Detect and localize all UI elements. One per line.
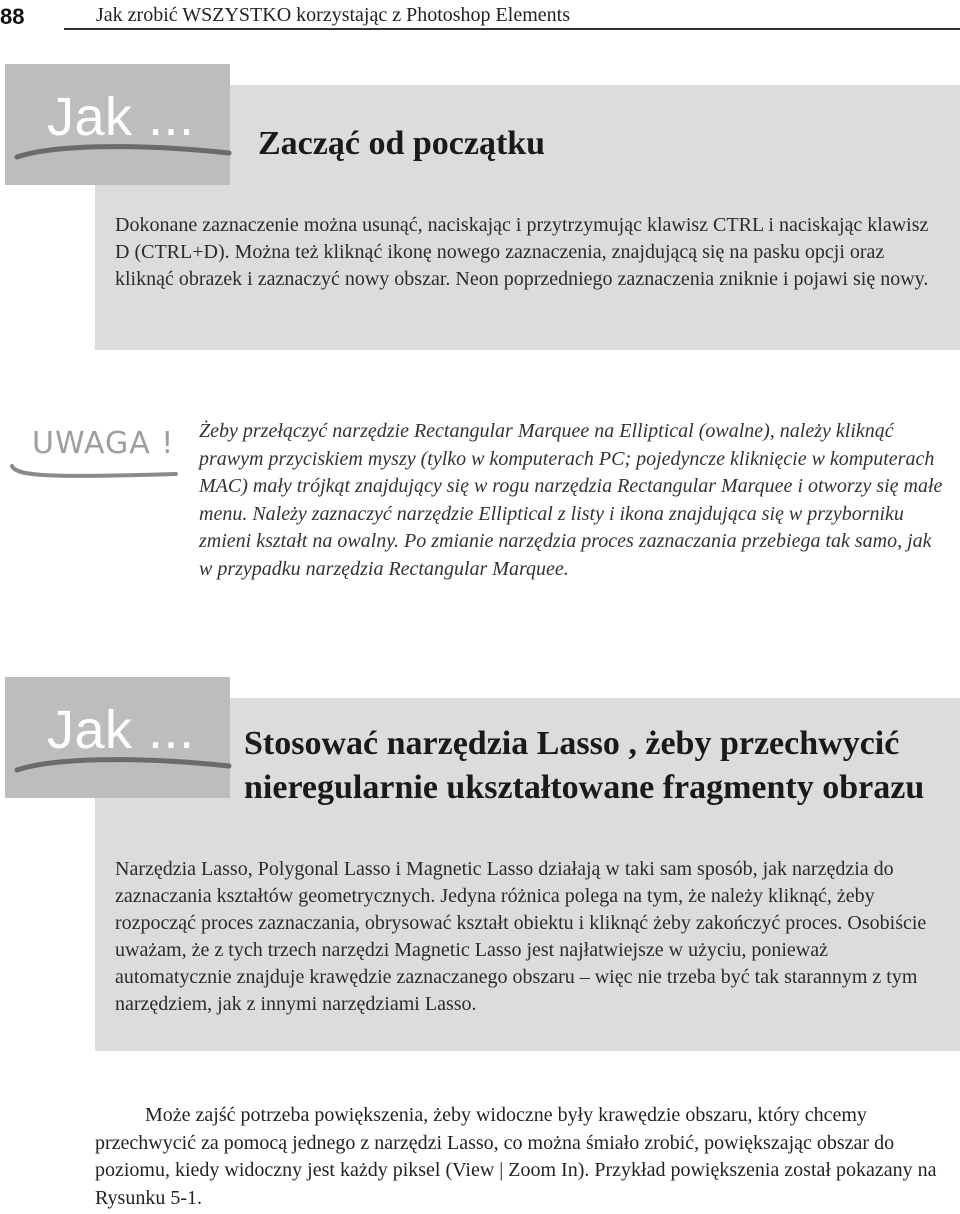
jak-tab (5, 64, 230, 185)
swoosh-icon (8, 460, 180, 482)
section-heading: Stosować narzędzia Lasso , żeby przechwycić nieregularnie ukształtowane fragmenty obrazu (244, 725, 925, 806)
running-title: Jak zrobić WSZYSTKO korzystając z Photoshop Elements (96, 4, 570, 26)
header-rule (64, 28, 960, 30)
jak-label: Jak ... (47, 700, 195, 760)
note-label-box (8, 422, 178, 484)
note-label: UWAGA ! (32, 426, 175, 461)
jak-label: Jak ... (47, 87, 195, 147)
page-number: 88 (0, 4, 25, 29)
swoosh-icon (13, 752, 233, 776)
note-text: Żeby przełączyć narzędzie Rectangular Marquee na Elliptical (owalne), należy kliknąć prawym przyciskiem myszy (tylko w komputerach PC; pojedyncze kliknięcie w komputerach MAC) mały trójkąt znajdujący się w rogu narzędzia Rectangular Marquee i otworzy się małe menu. Należy zaznaczyć narzędzie Elliptical z listy i ikona znajdująca się w przyborniku zmieni kształt na owalny. Po zmianie narzędzia proces zaznaczania przebiega tak samo, jak w przypadku narzędzia Rectangular Marquee. (199, 420, 943, 580)
section-body: Narzędzia Lasso, Polygonal Lasso i Magnetic Lasso działają w taki sam sposób, jak narzędzia do zaznaczania kształtów geometrycznych. Jedyna różnica polega na tym, że należy kliknąć, żeby rozpocząć proces zaznaczania, obrysować kształt obiektu i kliknąć żeby zakończyć proces. Osobiście uważam, że z tych trzech narzędzi Magnetic Lasso jest najłatwiejsze w użyciu, ponieważ automatycznie znajduje krawędzie zaznaczanego obszaru – więc nie trzeba być tak starannym z tym narzędziem, jak z innymi narzędziami Lasso. (115, 858, 927, 1015)
section-body: Dokonane zaznaczenie można usunąć, naciskając i przytrzymując klawisz CTRL i naciskając klawisz D (CTRL+D). Można też kliknąć ikonę nowego zaznaczenia, znajdującą się na pasku opcji oraz kliknąć obrazek i zaznaczyć nowy obszar. Neon poprzedniego zaznaczenia zniknie i pojawi się nowy. (115, 214, 929, 290)
swoosh-icon (13, 139, 233, 163)
jak-tab (5, 677, 230, 798)
body-paragraph: Może zajść potrzeba powiększenia, żeby widoczne były krawędzie obszaru, który chcemy przechwycić za pomocą jednego z narzędzi Lasso, co można śmiało zrobić, powiększając obszar do poziomu, kiedy widoczny jest każdy piksel (View | Zoom In). Przykład powiększenia został pokazany na Rysunku 5-1. (95, 1104, 937, 1209)
section-heading: Zacząć od początku (258, 125, 546, 162)
